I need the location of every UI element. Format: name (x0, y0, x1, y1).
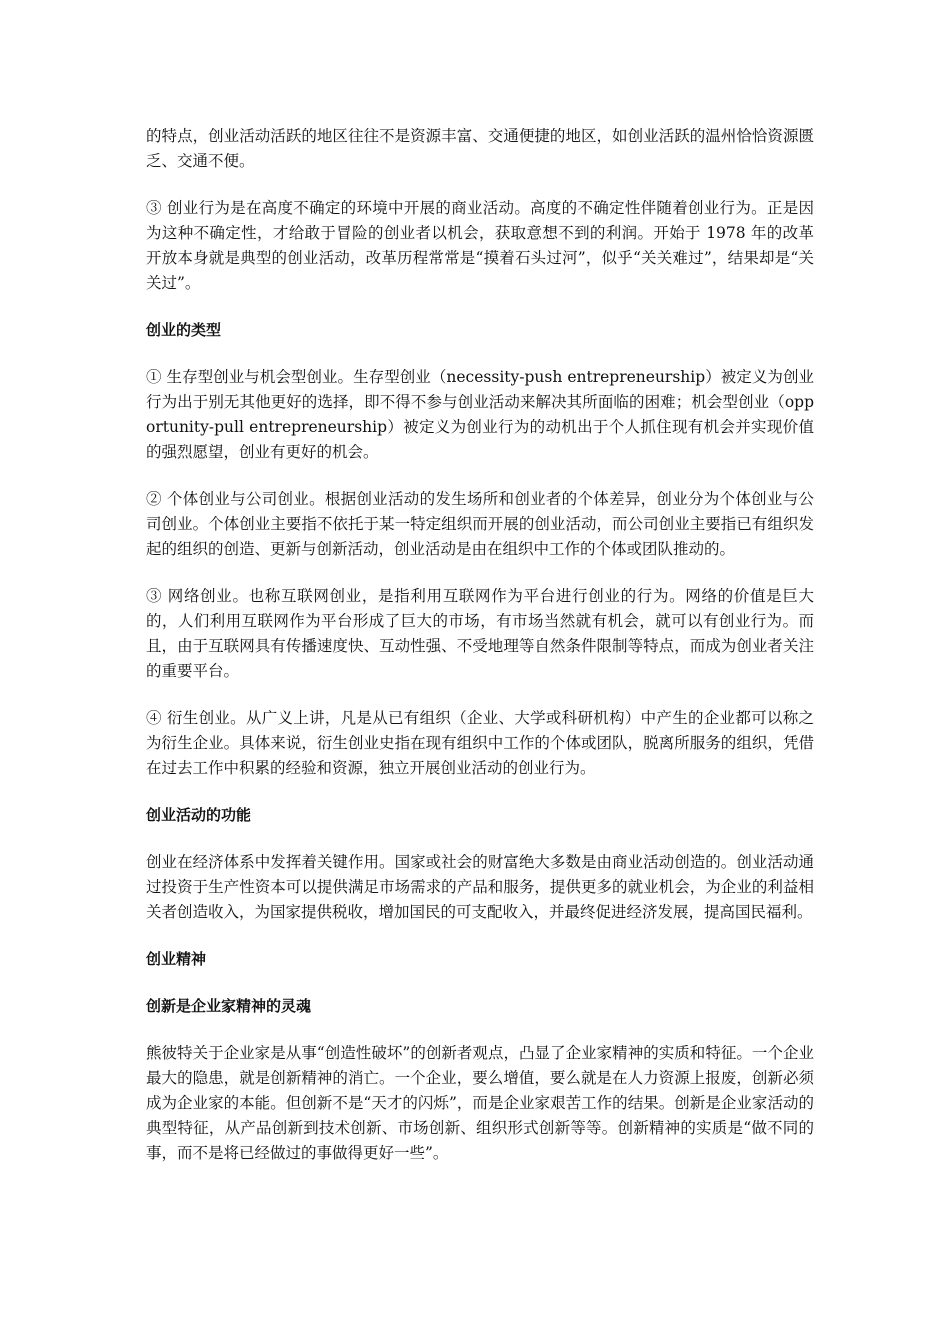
paragraph-type-3: ③ 网络创业。也称互联网创业，是指利用互联网作为平台进行创业的行为。网络的价值是巨大的，人们利用互联网作为平台形成了巨大的市场，有市场当然就有机会，就可以有创业行为。而且，由于互联网具有传播速度快、互动性强、不受地理等自然条件限制等特点，而成为创业者关注的重要平台。 (146, 587, 814, 680)
paragraph-type-2: ② 个体创业与公司创业。根据创业活动的发生场所和创业者的个体差异，创业分为个体创业与公司创业。个体创业主要指不依托于某一特定组织而开展的创业活动，而公司创业主要指已有组织发起的组织的创造、更新与创新活动，创业活动是由在组织中工作的个体或团队推动的。 (146, 490, 814, 558)
section-heading-spirit: 创业精神 (146, 950, 207, 968)
paragraph-innovation: 熊彼特关于企业家是从事“创造性破坏”的创新者观点，凸显了企业家精神的实质和特征。一个企业最大的隐患，就是创新精神的消亡。一个企业，要么增值，要么就是在人力资源上报废，创新必须成为企业家的本能。但创新不是“天才的闪烁”，而是企业家艰苦工作的结果。创新是企业家活动的典型特征，从产品创新到技术创新、市场创新、组织形式创新等等。创新精神的实质是“做不同的事，而不是将已经做过的事做得更好一些”。 (146, 1044, 814, 1162)
paragraph-type-1: ① 生存型创业与机会型创业。生存型创业（necessity-push entrepreneurship）被定义为创业行为出于别无其他更好的选择，即不得不参与创业活动来解决其所面临的困难；机会型创业（opportunity-pull entrepreneurship）被定义为创业行为的动机出于个人抓住现有机会并实现价值的强烈愿望，创业有更好的机会。 (146, 368, 814, 461)
document-body (146, 124, 814, 1188)
subsection-heading-innovation: 创新是企业家精神的灵魂 (146, 997, 312, 1015)
section-heading-types: 创业的类型 (146, 321, 222, 339)
paragraph-point-3: ③ 创业行为是在高度不确定的环境中开展的商业活动。高度的不确定性伴随着创业行为。正是因为这种不确定性，才给敢于冒险的创业者以机会，获取意想不到的利润。开始于 1978 年的改革开放本身就是典型的创业活动，改革历程常常是“摸着石头过河”，似乎“关关难过”，结果却是“关关过”。 (146, 199, 814, 292)
paragraph-functions: 创业在经济体系中发挥着关键作用。国家或社会的财富绝大多数是由商业活动创造的。创业活动通过投资于生产性资本可以提供满足市场需求的产品和服务，提供更多的就业机会，为企业的利益相关者创造收入，为国家提供税收，增加国民的可支配收入，并最终促进经济发展，提高国民福利。 (146, 853, 814, 921)
section-heading-functions: 创业活动的功能 (146, 806, 252, 824)
paragraph-type-4: ④ 衍生创业。从广义上讲，凡是从已有组织（企业、大学或科研机构）中产生的企业都可以称之为衍生企业。具体来说，衍生创业史指在现有组织中工作的个体或团队，脱离所服务的组织，凭借在过去工作中积累的经验和资源，独立开展创业活动的创业行为。 (146, 709, 814, 777)
paragraph-continuation: 的特点，创业活动活跃的地区往往不是资源丰富、交通便捷的地区，如创业活跃的温州恰恰资源匮乏、交通不便。 (146, 127, 814, 170)
